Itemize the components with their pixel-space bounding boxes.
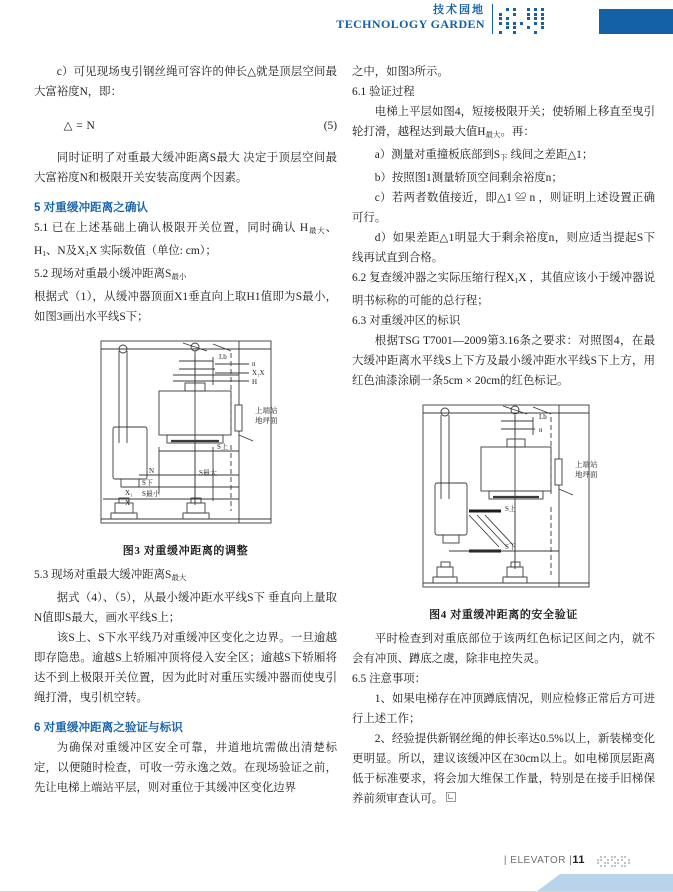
- left-column: [34, 62, 337, 798]
- figure-3-label-floor-2: 地坪面: [255, 416, 278, 425]
- header-divider: [492, 4, 493, 34]
- figure-3-label-x1: X₁: [125, 489, 133, 497]
- masthead-title-cn: 技术园地: [433, 4, 485, 16]
- figure-4-caption: 图4 对重缓冲距离的安全验证: [429, 609, 578, 621]
- footer-journal-label: | ELEVATOR |11: [503, 854, 585, 866]
- page-header: [0, 0, 673, 52]
- list-item-b: b）按照图1测量轿顶空间剩余裕度n；: [374, 172, 563, 184]
- figure-3-label-x: X: [125, 499, 131, 507]
- note-1: 1、如果电梯存在冲顶蹲底情况，则应检修正常后方可进行上述工作；: [352, 693, 655, 725]
- page-number: 11: [572, 854, 585, 866]
- header-blue-block: [599, 9, 673, 34]
- figure-3-label-s-up: S上: [217, 443, 228, 451]
- paragraph-6-1: 电梯上平层如图4，短接极限开关；使轿厢上移直至曳引轮打滑，越程达到最大值$H_{最大}$。再：: [352, 106, 655, 139]
- figure-3-label-h: H: [252, 378, 258, 386]
- paragraph-after-figure-4: 平时检查到对重底部位于该两红色标记区间之内，就不会有冲顶、蹲底之虞，除非电控失灵。: [352, 633, 655, 665]
- figure-4-label-s-down: S下: [505, 543, 516, 551]
- masthead: [336, 4, 485, 31]
- item-5-1: 5.1 已在上述基础上确认极限开关位置，同时确认 $H_{最大}$、$H_1$、N及$X_1X$ 实际数值（单位: cm）；: [34, 222, 338, 258]
- item-5-2: 5.2 现场对重最小缓冲距离$S_{最小}$: [34, 268, 187, 281]
- paragraph-5-3-1: 据式（4）、（5），从最小缓冲距水平线S下 垂直向上量取N值即S最大，画水平线S上；: [34, 592, 337, 624]
- section-6-heading: 6 对重缓冲距离之验证与标识: [34, 721, 183, 734]
- figure-4: [352, 399, 655, 625]
- list-item-c: c）若两者数值接近，即△1 ≌ n ，则证明上述设置正确可行。: [352, 192, 655, 224]
- paragraph-5-3-2: 该S上、S下水平线乃对重缓冲区变化之边界。一旦逾越即存隐患。逾越S上轿厢冲顶将侵入安全区；逾越S下轿厢将达不到上极限开关位置，因为此时对重压实缓冲器而使曳引绳打滑，曳引机空转。: [34, 632, 337, 704]
- masthead-title-en: TECHNOLOGY GARDEN: [336, 16, 485, 31]
- dot-matrix-decoration: [499, 8, 595, 36]
- paragraph-5-2: 根据式（1），从缓冲器顶面X1垂直向上取H1值即为S最小，如图3画出水平线S下；: [34, 291, 337, 323]
- figure-3-caption: 图3 对重缓冲距离的调整: [122, 545, 249, 557]
- list-item-d: d）如果差距△1明显大于剩余裕度n，则应适当提起S下 线再试直到合格。: [352, 232, 655, 264]
- figure-4-label-floor-2: 地坪面: [575, 470, 598, 479]
- figure-4-drawing: [381, 399, 626, 599]
- figure-3-label-floor-1: 上端站: [255, 406, 278, 415]
- right-column: [352, 62, 655, 809]
- list-item-a: a）测量对重撞板底部到$S_下$ 线间之差距△1；: [374, 149, 594, 162]
- figure-3-drawing: [63, 335, 308, 535]
- item-6-5: 6.5 注意事项：: [352, 673, 427, 685]
- item-6-2: 6.2 复查缓冲器之实际压缩行程$X_1X$ ，其值应该小于缓冲器说明书标称的可能的总行程；: [352, 272, 655, 307]
- equation-5-number: (5): [323, 120, 337, 132]
- paragraph-continued: 之中，如图3所示。: [352, 66, 449, 78]
- figure-3-label-s-min: S最小: [142, 490, 160, 498]
- paragraph-item-c: c）可见现场曳引钢丝绳可容许的伸长△就是顶层空间最大富裕度N，即：: [34, 66, 337, 98]
- paragraph-6-intro: 为确保对重缓冲区安全可靠，井道地坑需做出清楚标定，以便随时检查，可收一劳永逸之效。在现场验证之前，先让电梯上端站平层，则对重位于其缓冲区变化边界: [34, 742, 337, 794]
- figure-3: [34, 335, 337, 561]
- footer-dot-decoration: [597, 856, 633, 868]
- figure-3-label-n: n: [252, 360, 256, 368]
- figure-3-label-s-max: S最大: [199, 469, 217, 477]
- item-6-3: 6.3 对重缓冲区的标识: [352, 315, 461, 327]
- note-2: 2、经验提供新钢丝绳的伸长率达0.5%以上，新装梯变化更明显。所以，建议该缓冲区在30cm以上。如电梯顶层距离低于标准要求，将会加大维保工作量，特别是在接手旧梯保养前须审查认可。: [352, 733, 655, 805]
- figure-4-label-lb: Lb: [539, 413, 547, 421]
- page-footer: [0, 840, 673, 892]
- figure-4-label-s-up: S上: [505, 505, 516, 513]
- item-6-1: 6.1 验证过程: [352, 86, 415, 98]
- figure-3-label-x1x: X₁X: [252, 369, 265, 377]
- paragraph-6-3: 根据TSG T7001—2009第3.16条之要求：对照图4，在最大缓冲距离水平线S上下方及最小缓冲距水平线S下上方，用红色油漆涂刷一条5cm × 20cm的红色标记。: [352, 335, 655, 387]
- article-end-mark: [446, 792, 456, 802]
- figure-4-label-floor-1: 上端站: [575, 460, 598, 469]
- figure-3-label-s-down: S下: [142, 479, 153, 487]
- figure-4-label-n: n: [539, 426, 543, 434]
- section-5-heading: 5 对重缓冲距离之确认: [34, 201, 149, 214]
- equation-5-body: △ = N: [63, 120, 96, 132]
- paragraph-proof: 同时证明了对重最大缓冲距离S最大 决定于顶层空间最大富裕度N和极限开关安装高度两个因素。: [34, 152, 337, 184]
- footer-wedge-decoration: [0, 874, 673, 892]
- figure-3-label-lb: Lb: [219, 353, 227, 361]
- figure-3-label-big-n: N: [149, 467, 155, 475]
- item-5-3: 5.3 现场对重最大缓冲距离$S_{最大}$: [34, 569, 187, 582]
- equation-5: [34, 116, 337, 136]
